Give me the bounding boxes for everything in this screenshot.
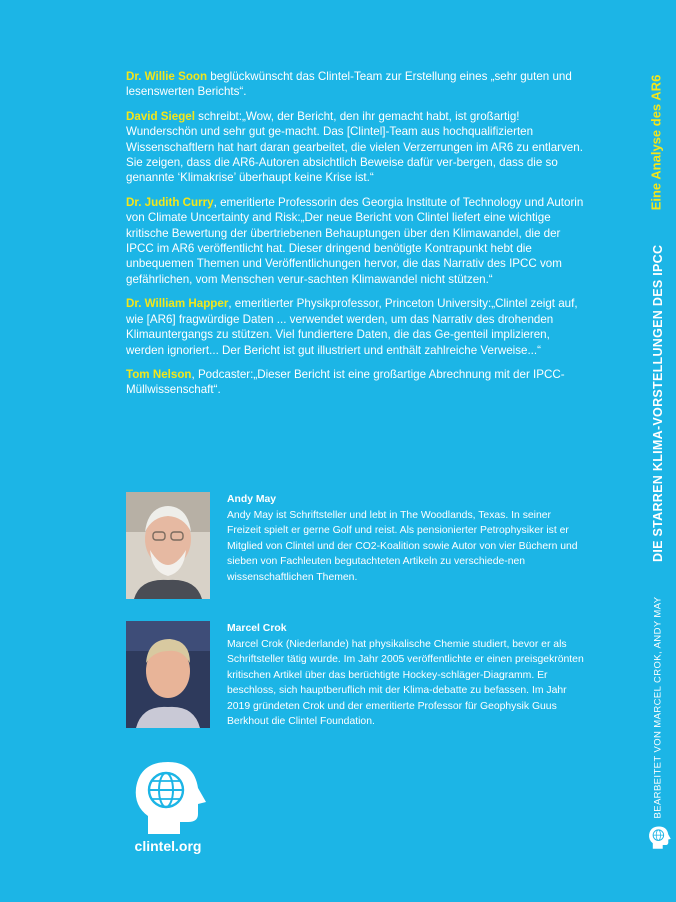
endorsement-quote: Dr. Judith Curry, emeritierte Professorin des Georgia Institute of Technology und Autorin von Climate Uncertainty and Risk:„Der neue Bericht von Clintel liefert eine wichtige kritische Bewertung der übertriebenen Behauptungen über den Klimawandel, die der IPCC im AR6 veröffentlicht hat. Dieser dringend benötigte Kontrapunkt hebt die unbequemen Themen und Veröffentlichungen hervor, die das Narrativ des IPCC vom gefährlichen, vom Menschen verur-sachten Klimawandel nicht stützen.“ [126, 195, 584, 286]
endorsement-quote: Dr. Willie Soon beglückwünscht das Clintel-Team zur Erstellung eines „sehr guten und lesenswerten Berichts“. [126, 70, 572, 99]
head-globe-icon [646, 822, 672, 852]
clintel-logo [126, 758, 210, 858]
endorsement-quote: Tom Nelson, Podcaster:„Dieser Bericht ist eine großartige Abrechnung mit der IPCC-Müllwissenschaft“. [126, 367, 565, 397]
author-bio-text: Marcel Crok (Niederlande) hat physikalische Chemie studiert, bevor er als Schriftsteller tätig wurde. Im Jahr 2005 veröffentlichte er einen preisgekrönten kritischen Artikel über das berüchtigte Hockey-schläger-Diagramm. Er beschloss, sich hauptberuflich mit der Klima-debatte zu befassen. Im Jahr 2019 gründeten Crok und der emeritierte Professor für Geophysik Guus Berkhout die Clintel Foundation. [227, 638, 584, 727]
author-bio-text: Andy May ist Schriftsteller und lebt in The Woodlands, Texas. In seiner Freizeit spielt er gerne Golf und reist. Als pensionierter Petrophysiker ist er Mitglied von Clintel und der CO2-Koalition sowie Autor von vier Büchern und sieben von Fachleuten begutachteten Artikeln zu verschiede-nen wissenschaftlichen Themen. [227, 509, 578, 583]
author-photo-marcel-crok [126, 621, 210, 728]
author-bio [227, 621, 587, 730]
spine-subtitle: Eine Analyse des AR6 [648, 74, 664, 211]
logo-text: clintel.org [134, 838, 202, 854]
author-name: Andy May [227, 494, 277, 505]
head-globe-icon [126, 758, 210, 834]
book-spine [636, 0, 676, 902]
endorsement-quote: David Siegel schreibt:„Wow, der Bericht, den ihr gemacht habt, ist großartig! Wunderschön und sehr gut ge-macht. Das [Clintel]-Team aus hochqualifizierten Wissenschaftlern hat hart daran gearbeitet, die vielen Verzerrungen im AR6 zu entlarven. Sie zeigen, dass die AR6-Autoren absichtlich Beweise dafür ver-bergen, dass die so genannte ‘Klimakrise’ überhaupt keine Krise ist.“ [126, 109, 583, 185]
author-name: Marcel Crok [227, 623, 287, 634]
spine-title: DIE STARREN KLIMA-VORSTELLUNGEN DES IPCC [651, 244, 665, 562]
spine-editors: BEARBEITET VON MARCEL CROK, ANDY MAY [652, 596, 664, 819]
endorsement-quote: Dr. William Happer, emeritierter Physikprofessor, Princeton University:„Clintel zeigt auf, wie [AR6] fragwürdige Daten ... verwendet werden, um das Narrativ des drohenden Klimauntergangs zu stützen. Viel fundiertere Daten, die das Ge-genteil implizieren, werden ignoriert... Der Bericht ist gut illustriert und enthält zahlreiche Verweise...“ [126, 297, 578, 357]
author-bio [227, 492, 587, 585]
endorsements [126, 69, 586, 407]
author-photo-andy-may [126, 492, 210, 599]
